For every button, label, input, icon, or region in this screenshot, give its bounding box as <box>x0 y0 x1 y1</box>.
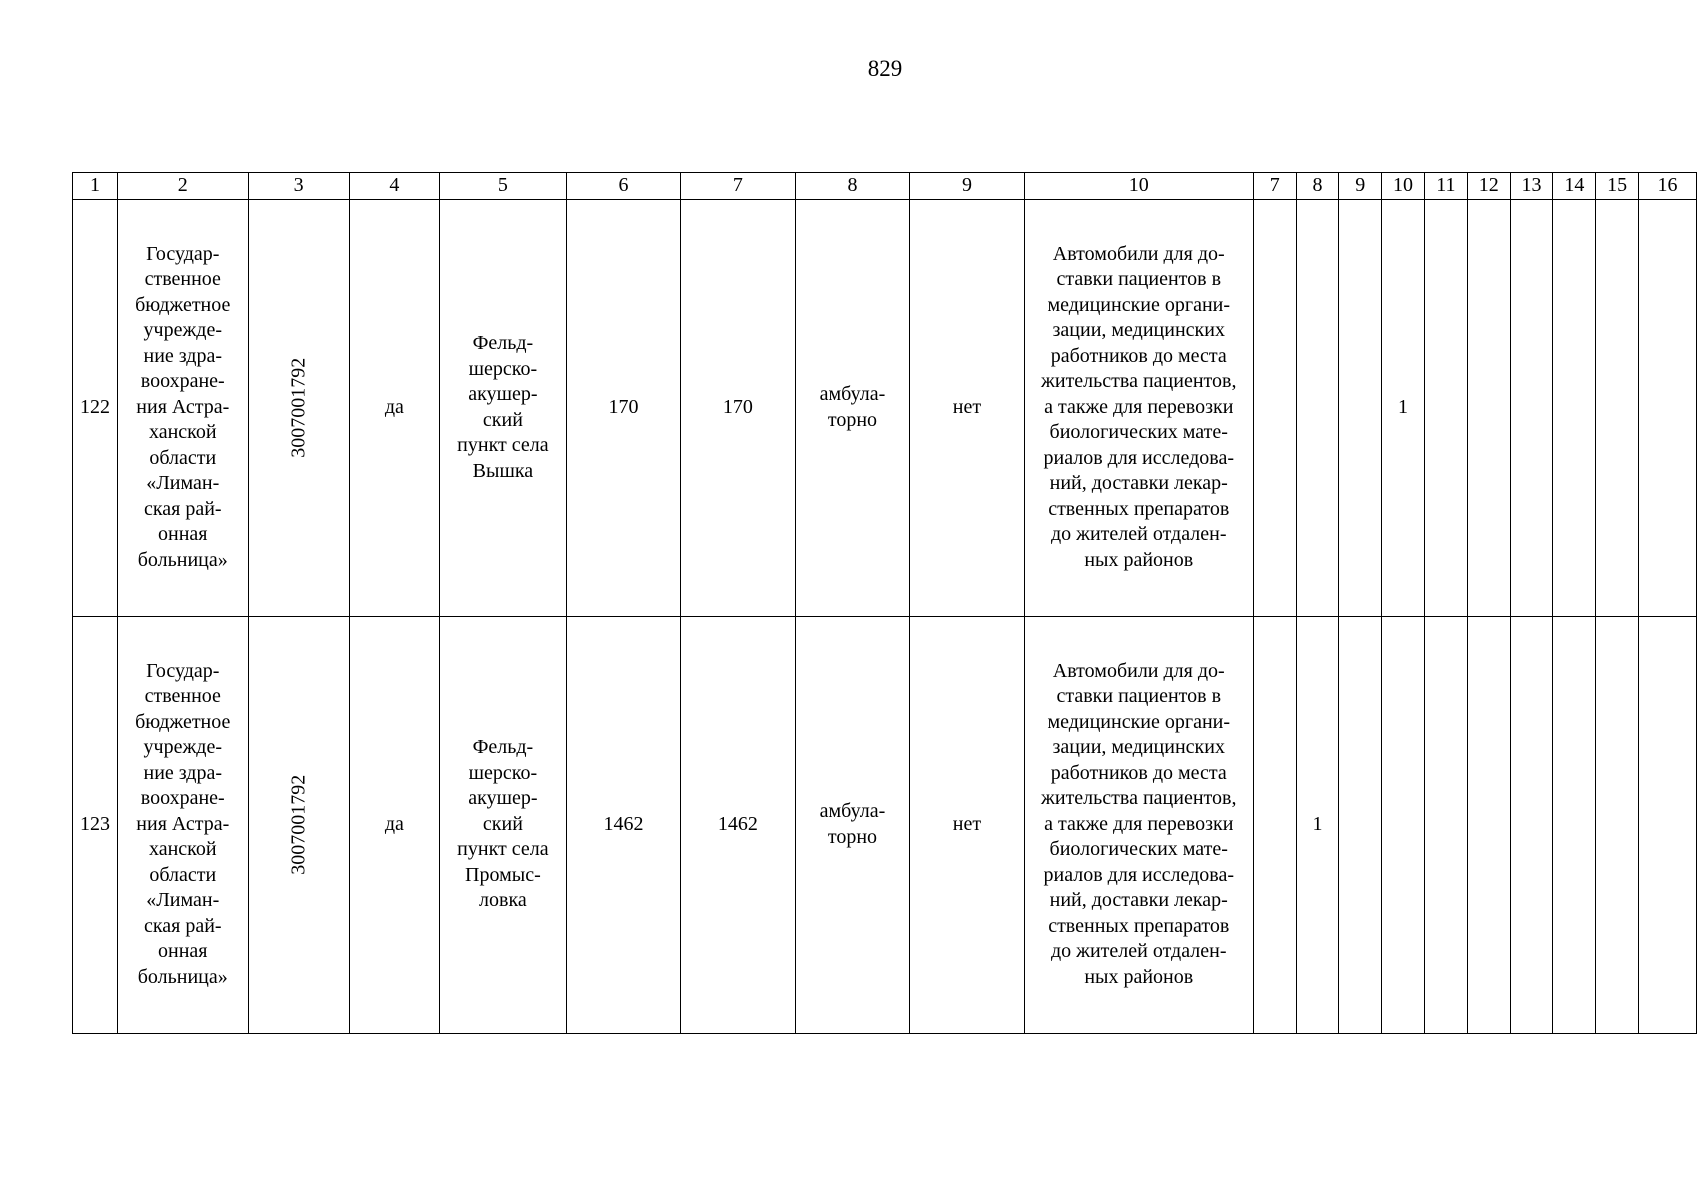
column-header: 12 <box>1467 173 1510 200</box>
column-header: 9 <box>910 173 1024 200</box>
table-cell: амбула- торно <box>795 199 910 616</box>
org-code-cell <box>248 199 349 616</box>
column-header: 7 <box>1253 173 1296 200</box>
column-header: 1 <box>73 173 118 200</box>
table-cell <box>1639 616 1697 1033</box>
organization-name: Государ- ственное бюджетное учрежде- ние здра- воохране- ния Астра- ханской области «Лиман- ская рай- онная больница» <box>117 616 248 1033</box>
facility-name: Фельд- шерско- акушер- ский пункт села Промыс- ловка <box>440 616 567 1033</box>
column-header: 4 <box>349 173 439 200</box>
table-cell: 1462 <box>566 616 680 1033</box>
facility-name: Фельд- шерско- акушер- ский пункт села Вышка <box>440 199 567 616</box>
column-header: 5 <box>440 173 567 200</box>
header-row <box>73 173 1697 200</box>
table-cell: нет <box>910 616 1024 1033</box>
purpose-description: Автомобили для до- ставки пациентов в медицинские органи- зации, медицинских работников до места жительства пациентов, а также для перевозки биологических мате- риалов для исследова- ний, доставки лекар- ственных препаратов до жителей отдален- ных районов <box>1024 616 1253 1033</box>
table-cell <box>1424 199 1467 616</box>
data-table <box>72 172 1697 1034</box>
table-cell: да <box>349 199 439 616</box>
table-cell <box>1510 616 1553 1033</box>
table-cell <box>1253 616 1296 1033</box>
column-header: 7 <box>681 173 795 200</box>
table-cell <box>1596 199 1639 616</box>
table-cell <box>1424 616 1467 1033</box>
table-cell: 170 <box>681 199 795 616</box>
table-cell: нет <box>910 199 1024 616</box>
column-header: 8 <box>1296 173 1339 200</box>
table-cell <box>1553 199 1596 616</box>
organization-name: Государ- ственное бюджетное учрежде- ние здра- воохране- ния Астра- ханской области «Лиман- ская рай- онная больница» <box>117 199 248 616</box>
table-cell <box>1382 616 1425 1033</box>
table-cell <box>1339 199 1382 616</box>
column-header: 10 <box>1382 173 1425 200</box>
purpose-description: Автомобили для до- ставки пациентов в медицинские органи- зации, медицинских работников до места жительства пациентов, а также для перевозки биологических мате- риалов для исследова- ний, доставки лекар- ственных препаратов до жителей отдален- ных районов <box>1024 199 1253 616</box>
table-cell <box>1553 616 1596 1033</box>
column-header: 16 <box>1639 173 1697 200</box>
table-row <box>73 199 1697 616</box>
table-cell: 1 <box>1296 616 1339 1033</box>
table-row <box>73 616 1697 1033</box>
table-cell <box>1596 616 1639 1033</box>
org-code: 3007001792 <box>286 774 309 875</box>
column-header: 6 <box>566 173 680 200</box>
org-code-cell <box>248 616 349 1033</box>
column-header: 11 <box>1424 173 1467 200</box>
row-number: 122 <box>73 199 118 616</box>
column-header: 14 <box>1553 173 1596 200</box>
table-cell <box>1296 199 1339 616</box>
table-cell <box>1467 616 1510 1033</box>
table-cell <box>1467 199 1510 616</box>
org-code: 3007001792 <box>286 357 309 458</box>
column-header: 10 <box>1024 173 1253 200</box>
column-header: 15 <box>1596 173 1639 200</box>
table-cell <box>1339 616 1382 1033</box>
column-header: 8 <box>795 173 910 200</box>
table-cell <box>1510 199 1553 616</box>
column-header: 2 <box>117 173 248 200</box>
column-header: 9 <box>1339 173 1382 200</box>
table-cell: 1 <box>1382 199 1425 616</box>
table-cell: 1462 <box>681 616 795 1033</box>
column-header: 13 <box>1510 173 1553 200</box>
table-cell <box>1253 199 1296 616</box>
table-cell <box>1639 199 1697 616</box>
table-cell: амбула- торно <box>795 616 910 1033</box>
table-cell: 170 <box>566 199 680 616</box>
row-number: 123 <box>73 616 118 1033</box>
table-cell: да <box>349 616 439 1033</box>
column-header: 3 <box>248 173 349 200</box>
page-number: 829 <box>867 56 903 81</box>
